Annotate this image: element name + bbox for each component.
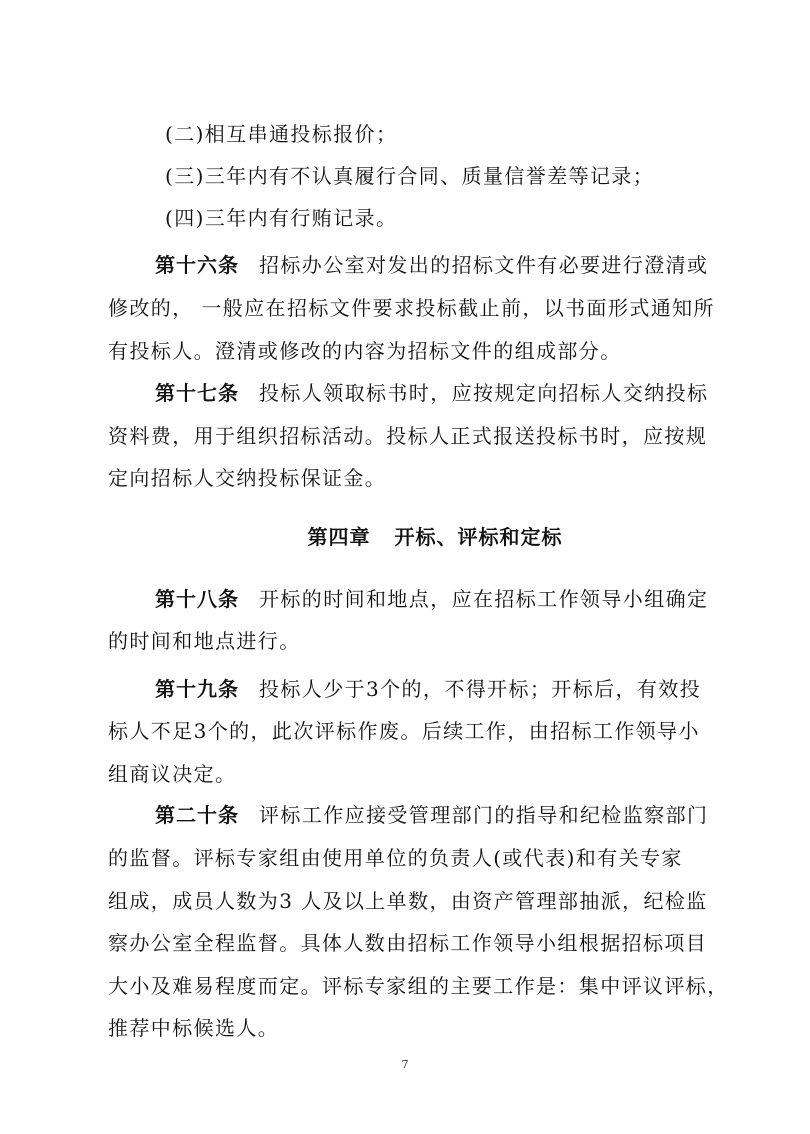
article-18-line-2: 的时间和地点进行。 xyxy=(108,629,301,653)
article-18-line-1 xyxy=(0,585,810,613)
article-19-line-2: 标人不足3个的，此次评标作废。后续工作，由招标工作领导小 xyxy=(108,719,700,743)
chapter-4-heading xyxy=(0,523,810,551)
article-17-line-3: 定向招标人交纳投标保证金。 xyxy=(108,466,387,490)
chapter-4-title: 开标、评标和定标 xyxy=(394,525,563,549)
article-17-title: 第十七条 xyxy=(155,381,239,405)
article-19-text-1: 投标人少于3个的，不得开标；开标后，有效投 xyxy=(259,677,702,701)
article-20-title: 第二十条 xyxy=(155,803,239,827)
page-number: 7 xyxy=(401,1058,409,1071)
article-19-title: 第十九条 xyxy=(155,677,239,701)
article-20-line-1 xyxy=(0,801,810,829)
article-18-title: 第十八条 xyxy=(155,587,239,611)
chapter-4-number: 第四章 xyxy=(307,525,371,549)
article-20-line-4: 察办公室全程监督。具体人数由招标工作领导小组根据招标项目 xyxy=(108,931,708,955)
article-20-line-3: 组成，成员人数为3 人及以上单数，由资产管理部抽派，纪检监 xyxy=(108,889,708,913)
article-20-line-5: 大小及难易程度而定。评标专家组的主要工作是：集中评议评标， xyxy=(108,974,729,998)
article-16-line-3: 有投标人。澄清或修改的内容为招标文件的组成部分。 xyxy=(108,339,622,363)
article-17-line-2: 资料费，用于组织招标活动。投标人正式报送投标书时，应按规 xyxy=(108,424,708,448)
article-20-line-6: 推荐中标候选人。 xyxy=(108,1016,280,1040)
article-20-line-2: 的监督。评标专家组由使用单位的负责人(或代表)和有关专家 xyxy=(108,846,683,870)
list-item-4: (四)三年内有行贿记录。 xyxy=(165,206,398,230)
article-16-text-1: 招标办公室对发出的招标文件有必要进行澄清或 xyxy=(259,253,709,277)
article-19-line-1 xyxy=(0,675,810,703)
list-item-3: (三)三年内有不认真履行合同、质量信誉差等记录； xyxy=(165,164,655,188)
article-17-line-1 xyxy=(0,379,810,407)
article-17-text-1: 投标人领取标书时，应按规定向招标人交纳投标 xyxy=(259,381,709,405)
article-18-text-1: 开标的时间和地点，应在招标工作领导小组确定 xyxy=(259,587,709,611)
article-16-title: 第十六条 xyxy=(155,253,239,277)
list-item-2: (二)相互串通投标报价； xyxy=(165,122,398,146)
article-19-line-3: 组商议决定。 xyxy=(108,762,237,786)
article-16-line-2: 修改的， 一般应在招标文件要求投标截止前，以书面形式通知所 xyxy=(108,296,715,320)
article-16-line-1 xyxy=(0,251,810,279)
article-20-text-1: 评标工作应接受管理部门的指导和纪检监察部门 xyxy=(259,803,709,827)
